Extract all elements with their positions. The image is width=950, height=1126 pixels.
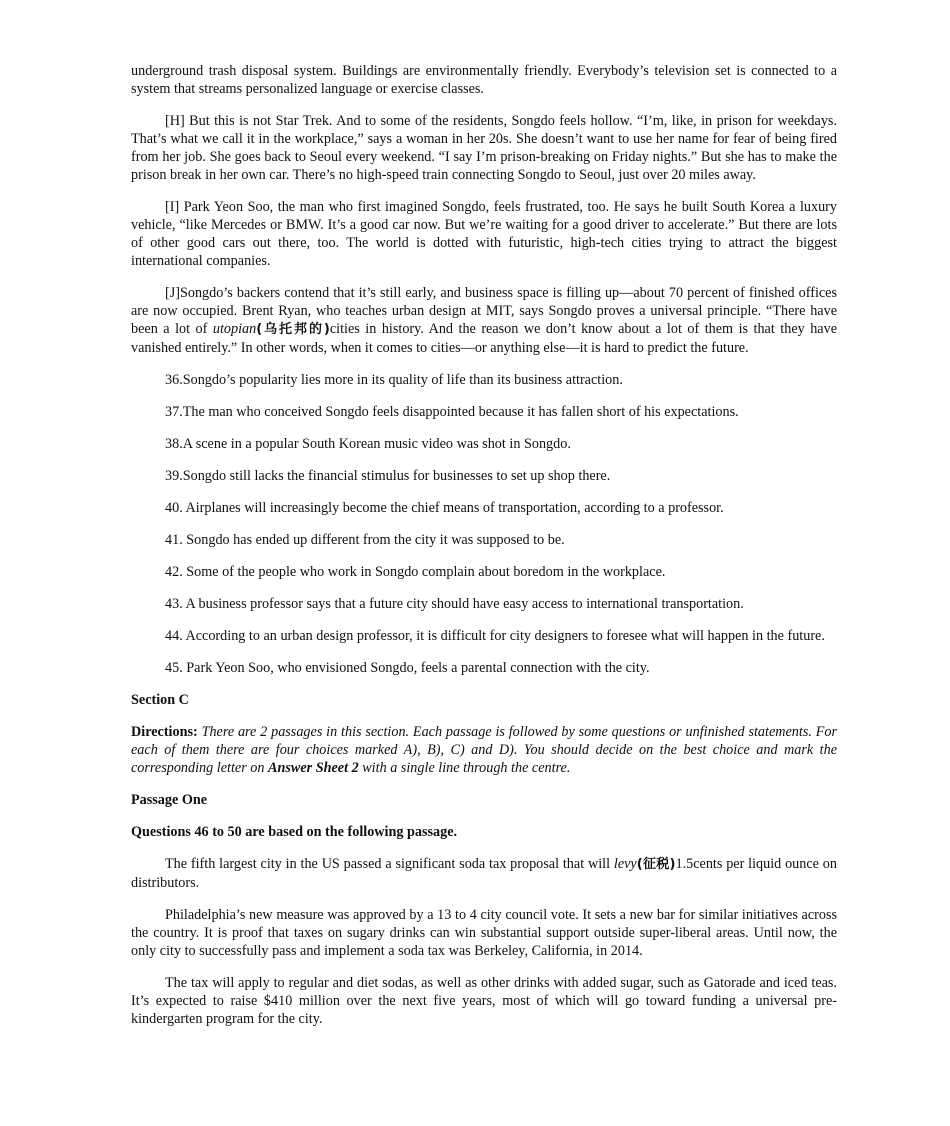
- paragraph-h: [H] But this is not Star Trek. And to some of the residents, Songdo feels hollow. “I’m, like, in prison for weekdays. That’s what we call it in the workplace,” says a woman in her 20s. She doesn’t want to use her name for fear of being fired from her job. She goes back to Seoul every weekend. “I say I’m prison-breaking on Friday nights.” But she has to make the prison break in her own car. There’s no high-speed train connecting Songdo to Seoul, just over 20 miles away.: [131, 113, 837, 183]
- levy-gloss: (征税): [636, 857, 676, 872]
- paragraph-i: [I] Park Yeon Soo, the man who first imagined Songdo, feels frustrated, too. He says he built South Korea a luxury vehicle, “like Mercedes or BMW. It’s a good car now. But we’re waiting for a good driver to accelerate.” But there are lots of other good cars out there, too. The world is dotted with futuristic, high-tech cities trying to attract the biggest international companies.: [131, 199, 837, 269]
- utopian-gloss: (乌托邦的): [256, 322, 330, 337]
- paragraph-j: [131, 284, 837, 357]
- statement-37: 37.The man who conceived Songdo feels disappointed because it has fallen short of his expectations.: [165, 404, 739, 420]
- statement-43: 43. A business professor says that a future city should have easy access to international transportation.: [165, 596, 744, 612]
- section-c-title: Section C: [131, 692, 189, 708]
- statement-38: 38.A scene in a popular South Korean music video was shot in Songdo.: [165, 436, 571, 452]
- passage-one-paragraph-2: Philadelphia’s new measure was approved by a 13 to 4 city council vote. It sets a new bar for similar initiatives across the country. It is proof that taxes on sugary drinks can win substantial support outside super-liberal areas. Until now, the only city to successfully pass and implement a soda tax was Berkeley, California, in 2014.: [131, 907, 837, 959]
- statement-45: 45. Park Yeon Soo, who envisioned Songdo, feels a parental connection with the city.: [165, 660, 650, 676]
- answer-sheet-label: Answer Sheet 2: [268, 760, 359, 776]
- paragraph-intro: underground trash disposal system. Buildings are environmentally friendly. Everybody’s television set is connected to a system that streams personalized language or exercise classes.: [131, 63, 837, 97]
- passage-one-title: Passage One: [131, 792, 208, 808]
- paragraph-j-part1: [J]Songdo’s backers contend that it’s still early, and business space is filling up—about 70 percent of finished offices are now occupied. Brent Ryan, who teaches urban design at MIT, says Songdo proves a universal principle. “There have been a lot of: [131, 285, 837, 337]
- passage-one-paragraph-1: [131, 855, 837, 892]
- directions: [131, 723, 837, 777]
- p1-part2: 1.5cents per liquid ounce on distributors.: [131, 856, 837, 891]
- statement-44: 44. According to an urban design professor, it is difficult for city designers to foresee what will happen in the future.: [165, 628, 825, 644]
- passage-one-paragraph-3: The tax will apply to regular and diet sodas, as well as other drinks with added sugar, such as Gatorade and iced teas. It’s expected to raise $410 million over the next five years, most of which will go toward funding a universal pre-kindergarten program for the city.: [131, 975, 837, 1027]
- levy-word: levy: [613, 856, 637, 872]
- statement-39: 39.Songdo still lacks the financial stimulus for businesses to set up shop there.: [165, 468, 611, 484]
- statement-36: 36.Songdo’s popularity lies more in its quality of life than its business attraction.: [165, 372, 623, 388]
- statement-42: 42. Some of the people who work in Songdo complain about boredom in the workplace.: [165, 564, 666, 580]
- questions-title: Questions 46 to 50 are based on the following passage.: [131, 824, 458, 840]
- directions-label: Directions:: [131, 724, 202, 740]
- document-page: [131, 62, 837, 1042]
- utopian-word: utopian: [212, 321, 257, 337]
- directions-text-2: with a single line through the centre.: [358, 760, 571, 776]
- paragraph-j-part2: cities in history. And the reason we don’t know about a lot of them is that they have vanished entirely.” In other words, when it comes to cities—or anything else—it is hard to predict the future.: [131, 321, 837, 356]
- p1-part1: The fifth largest city in the US passed a significant soda tax proposal that will: [165, 856, 614, 872]
- statement-40: 40. Airplanes will increasingly become the chief means of transportation, according to a professor.: [165, 500, 724, 516]
- directions-text-1: There are 2 passages in this section. Each passage is followed by some questions or unfinished statements. For each of them there are four choices marked A), B), C) and D). You should decide on the best choice and mark the corresponding letter on: [131, 724, 838, 776]
- statement-41: 41. Songdo has ended up different from the city it was supposed to be.: [165, 532, 565, 548]
